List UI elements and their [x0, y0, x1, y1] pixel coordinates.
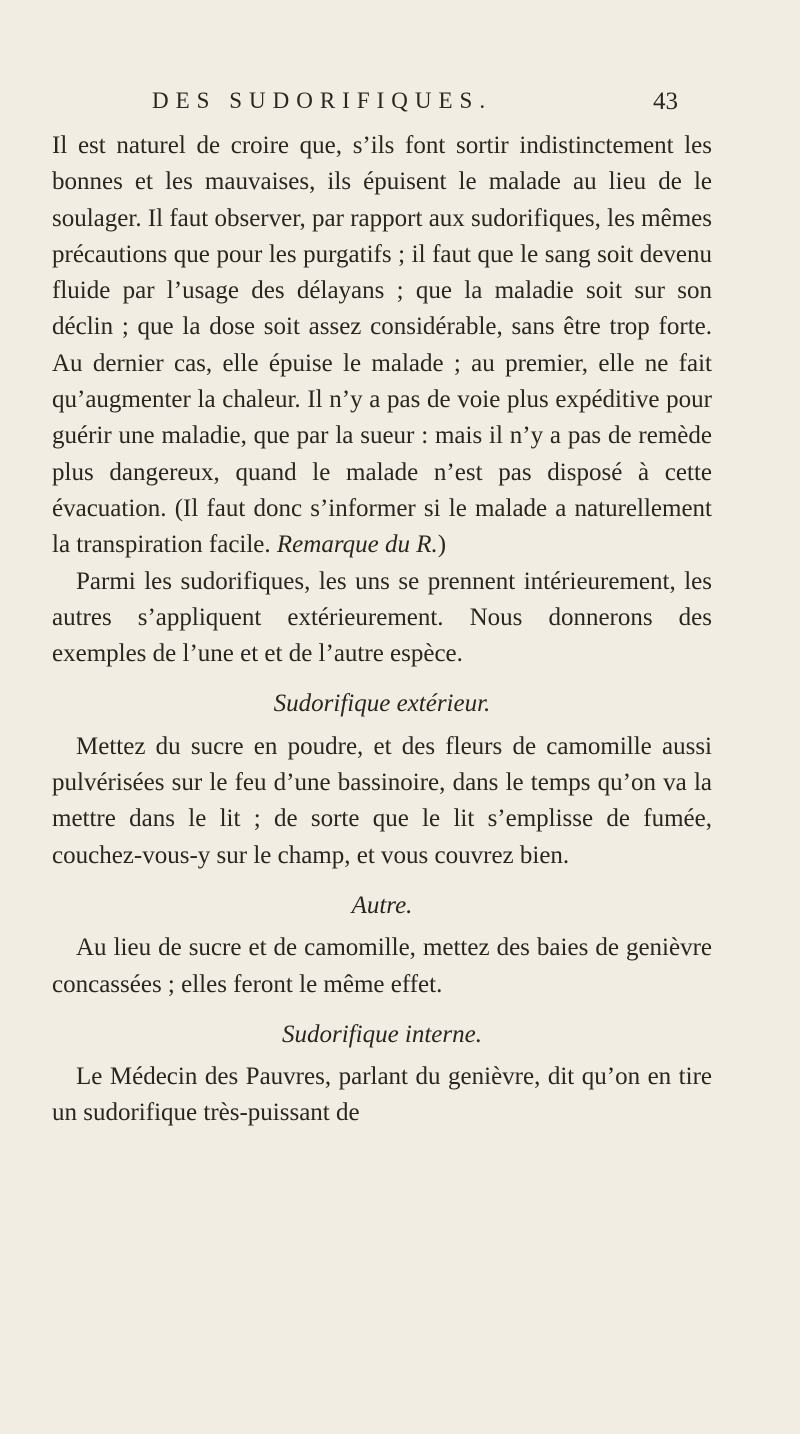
page-number: 43: [653, 88, 678, 115]
paragraph: [52, 128, 712, 564]
section-heading: Sudorifique extérieur.: [273, 690, 491, 718]
body-text: [52, 128, 712, 1132]
section-heading: Sudorifique interne.: [282, 1020, 482, 1048]
running-header: [0, 88, 800, 124]
remark-note: Remarque du R.: [276, 531, 438, 559]
section-heading: Autre.: [351, 891, 413, 919]
paragraph-text: Il est naturel de croire que, s’ils font sortir indistinctement les bonnes et les mauvaises, ils épuisent le malade au lieu de le soulager. Il faut observer, par rapport aux sudorifiques, les mêmes précautions que pour les purgatifs ; il faut que le sang soit devenu fluide par l’usage des délayans ; que la maladie soit sur son déclin ; que la dose soit assez considérable, sans être trop forte. Au dernier cas, elle épuise le malade ; au premier, elle ne fait qu’augmenter la chaleur. Il n’y a pas de voie plus expéditive pour guérir une maladie, que par la sueur : mais il n’y a pas de remède plus dangereux, quand le malade n’est pas disposé à cette évacuation. (Il faut donc s’informer si le malade a naturellement la transpiration facile.: [52, 132, 712, 559]
paragraph: Au lieu de sucre et de camomille, mettez des baies de genièvre concassées ; elles feront le même effet.: [52, 934, 712, 998]
running-title: DES SUDORIFIQUES.: [152, 88, 493, 113]
paragraph: Le Médecin des Pauvres, parlant du genièvre, dit qu’on en tire un sudorifique très-puissant de: [52, 1063, 712, 1127]
paragraph: Mettez du sucre en poudre, et des fleurs de camomille aussi pulvérisées sur le feu d’une bassinoire, dans le temps qu’on va la mettre dans le lit ; de sorte que le lit s’emplisse de fumée, couchez-vous-y sur le champ, et vous couvrez bien.: [52, 732, 712, 869]
paragraph: Parmi les sudorifiques, les uns se prennent intérieurement, les autres s’appliquent extérieurement. Nous donnerons des exemples de l’une et et de l’autre espèce.: [52, 567, 712, 668]
closing-paren: ): [437, 531, 447, 559]
